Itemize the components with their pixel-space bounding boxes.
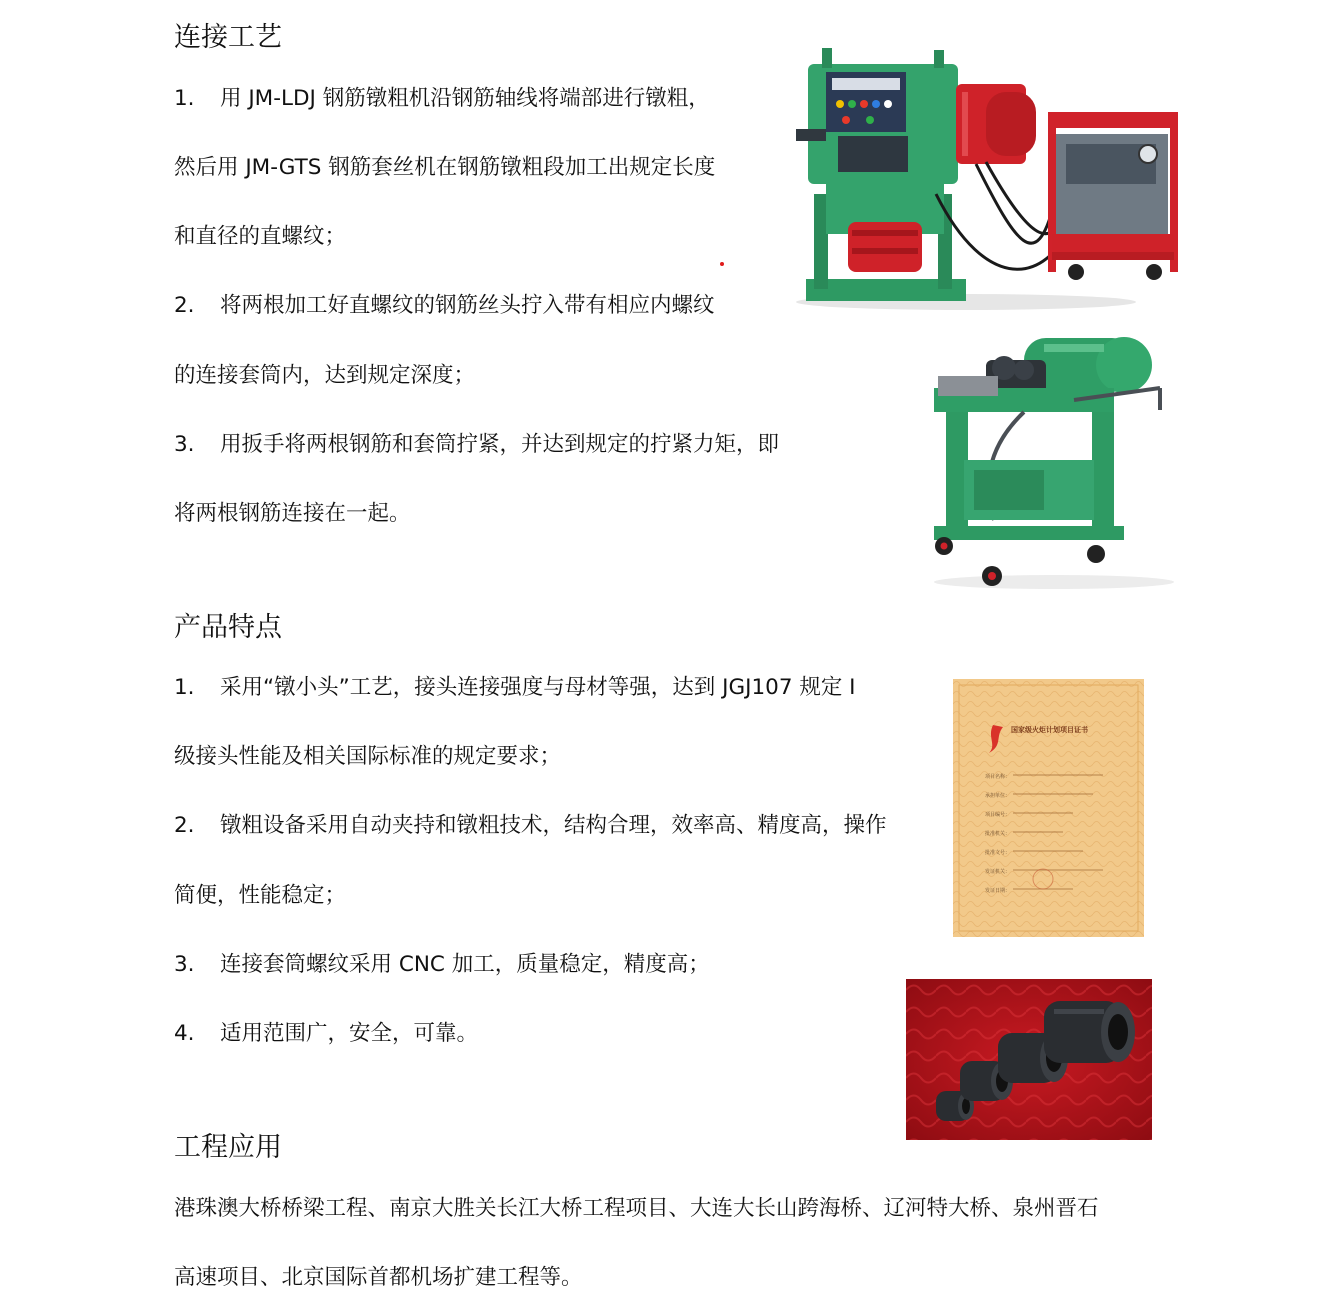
section-title-features: 产品特点 [174, 612, 282, 643]
process-line-2: 然后用 JM-GTS 钢筋套丝机在钢筋镦粗段加工出规定长度 [174, 155, 716, 180]
upsetting-machine-image [786, 44, 1188, 312]
feature-line-6: 4. 适用范围广，安全，可靠。 [174, 1021, 479, 1046]
process-line-3: 和直径的直螺纹； [174, 224, 347, 249]
certificate-field: 批准机关： [985, 831, 1011, 837]
certificate-field: 项目名称： [985, 774, 1011, 780]
certificate-fields [985, 768, 1010, 901]
threading-machine-image [924, 330, 1188, 596]
certificate-field: 项目编号： [985, 812, 1011, 818]
process-line-5: 的连接套筒内，达到规定深度； [174, 363, 476, 388]
coupler-sleeves-image [906, 979, 1152, 1140]
process-line-7: 将两根钢筋连接在一起。 [174, 501, 411, 526]
application-line-1: 港珠澳大桥桥梁工程、南京大胜关长江大桥工程项目、大连大长山跨海桥、辽河特大桥、泉州晋石 [174, 1196, 1099, 1221]
process-line-6: 3. 用扳手将两根钢筋和套筒拧紧，并达到规定的拧紧力矩，即 [174, 432, 780, 457]
feature-line-2: 级接头性能及相关国际标准的规定要求； [174, 744, 562, 769]
red-dot-mark [720, 262, 724, 266]
feature-line-1: 1. 采用“镦小头”工艺，接头连接强度与母材等强，达到 JGJ107 规定 I [174, 675, 856, 700]
feature-line-4: 简便，性能稳定； [174, 883, 347, 908]
certificate-title: 国家级火炬计划项目证书 [1011, 726, 1088, 734]
certificate-field: 发证日期： [985, 888, 1011, 894]
feature-line-5: 3. 连接套筒螺纹采用 CNC 加工，质量稳定，精度高； [174, 952, 710, 977]
application-line-2: 高速项目、北京国际首都机场扩建工程等。 [174, 1265, 583, 1290]
process-line-4: 2. 将两根加工好直螺纹的钢筋丝头拧入带有相应内螺纹 [174, 293, 715, 318]
section-title-process: 连接工艺 [174, 22, 282, 53]
process-line-1: 1. 用 JM-LDJ 钢筋镦粗机沿钢筋轴线将端部进行镦粗， [174, 86, 710, 111]
section-title-applications: 工程应用 [174, 1132, 282, 1163]
certificate-field: 发证机关： [985, 869, 1011, 875]
certificate-field: 承担单位： [985, 793, 1011, 799]
feature-line-3: 2. 镦粗设备采用自动夹持和镦粗技术，结构合理，效率高、精度高，操作 [174, 813, 887, 838]
torch-program-certificate-image [953, 679, 1144, 937]
certificate-field: 批准文号： [985, 850, 1011, 856]
